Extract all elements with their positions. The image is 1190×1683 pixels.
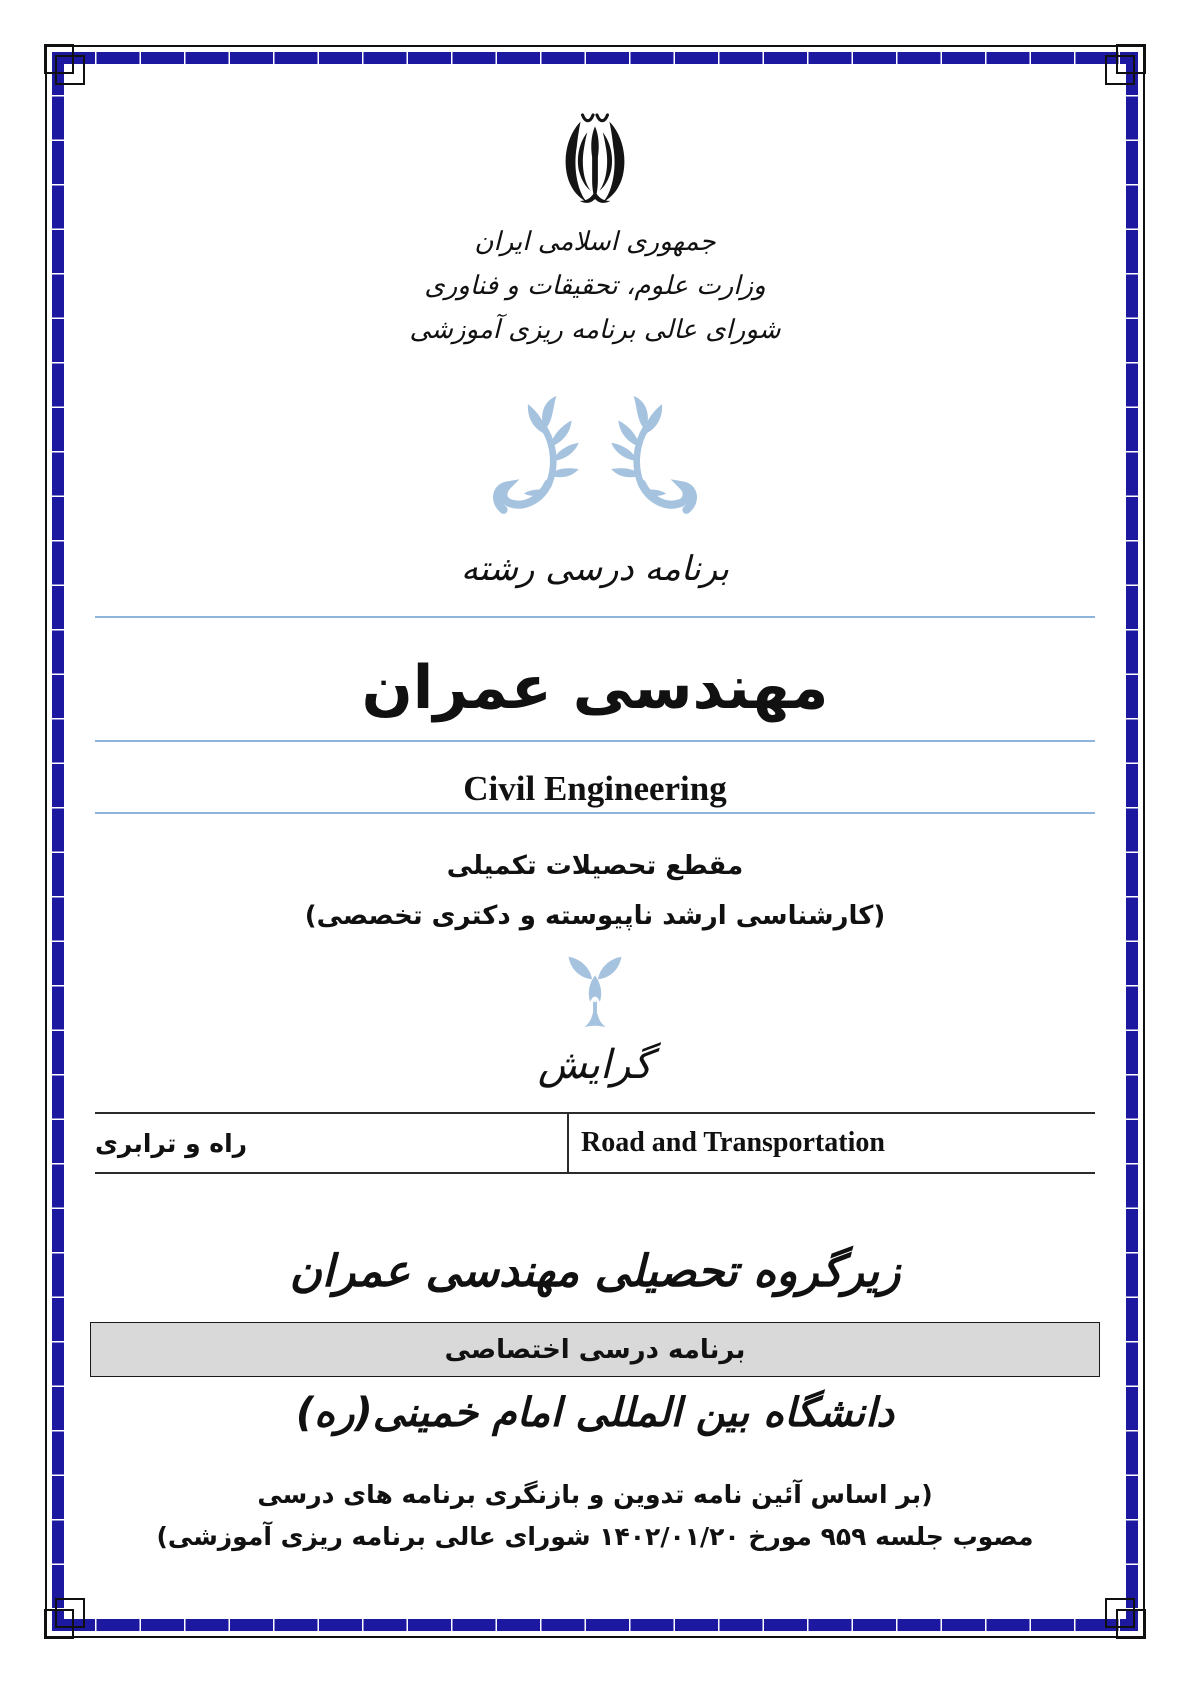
field-title-en: Civil Engineering	[463, 769, 727, 808]
level-line-1: مقطع تحصیلات تکمیلی	[446, 851, 744, 881]
orientation-cell-en: Road and Transportation	[567, 1114, 1095, 1172]
header-council-line: شورای عالی برنامه ریزی آموزشی	[409, 315, 781, 345]
page-border-corner-square	[1105, 55, 1135, 85]
program-type-bar: برنامه درسی اختصاصی	[90, 1322, 1100, 1377]
footnote-line-2: مصوب جلسه ۹۵۹ مورخ ۱۴۰۲/۰۱/۲۰ شورای عالی برنامه ریزی آموزشی)	[156, 1522, 1034, 1551]
floral-bud-icon	[553, 946, 637, 1034]
orientation-label: گرایش	[537, 1042, 653, 1088]
subgroup-title: زیرگروه تحصیلی مهندسی عمران	[289, 1246, 901, 1297]
field-title-fa: مهندسی عمران	[361, 653, 829, 723]
footnote-line-1: (بر اساس آئین نامه تدوین و بازنگری برنامه های درسی	[257, 1480, 933, 1509]
level-line-2: (کارشناسی ارشد ناپیوسته و دکتری تخصصی)	[304, 901, 886, 931]
divider-rule	[95, 812, 1095, 814]
page-border-band-top	[52, 52, 1138, 64]
program-label: برنامه درسی رشته	[461, 549, 729, 589]
floral-flourish-icon	[475, 396, 715, 524]
iran-national-emblem-icon	[547, 107, 643, 215]
divider-rule	[95, 616, 1095, 618]
page-border-band-bottom	[52, 1619, 1138, 1631]
divider-rule	[95, 740, 1095, 742]
header-ministry-line: وزارت علوم، تحقیقات و فناوری	[424, 271, 766, 301]
page-border-corner-square	[55, 55, 85, 85]
orientation-table	[95, 1112, 1095, 1174]
page-border-corner-square	[1105, 1598, 1135, 1628]
page-border-corner-square	[55, 1598, 85, 1628]
orientation-cell-fa: راه و ترابری	[95, 1128, 248, 1158]
university-title: دانشگاه بین المللی امام خمینی(ره)	[295, 1390, 895, 1436]
header-country-line: جمهوری اسلامی ایران	[474, 227, 716, 257]
